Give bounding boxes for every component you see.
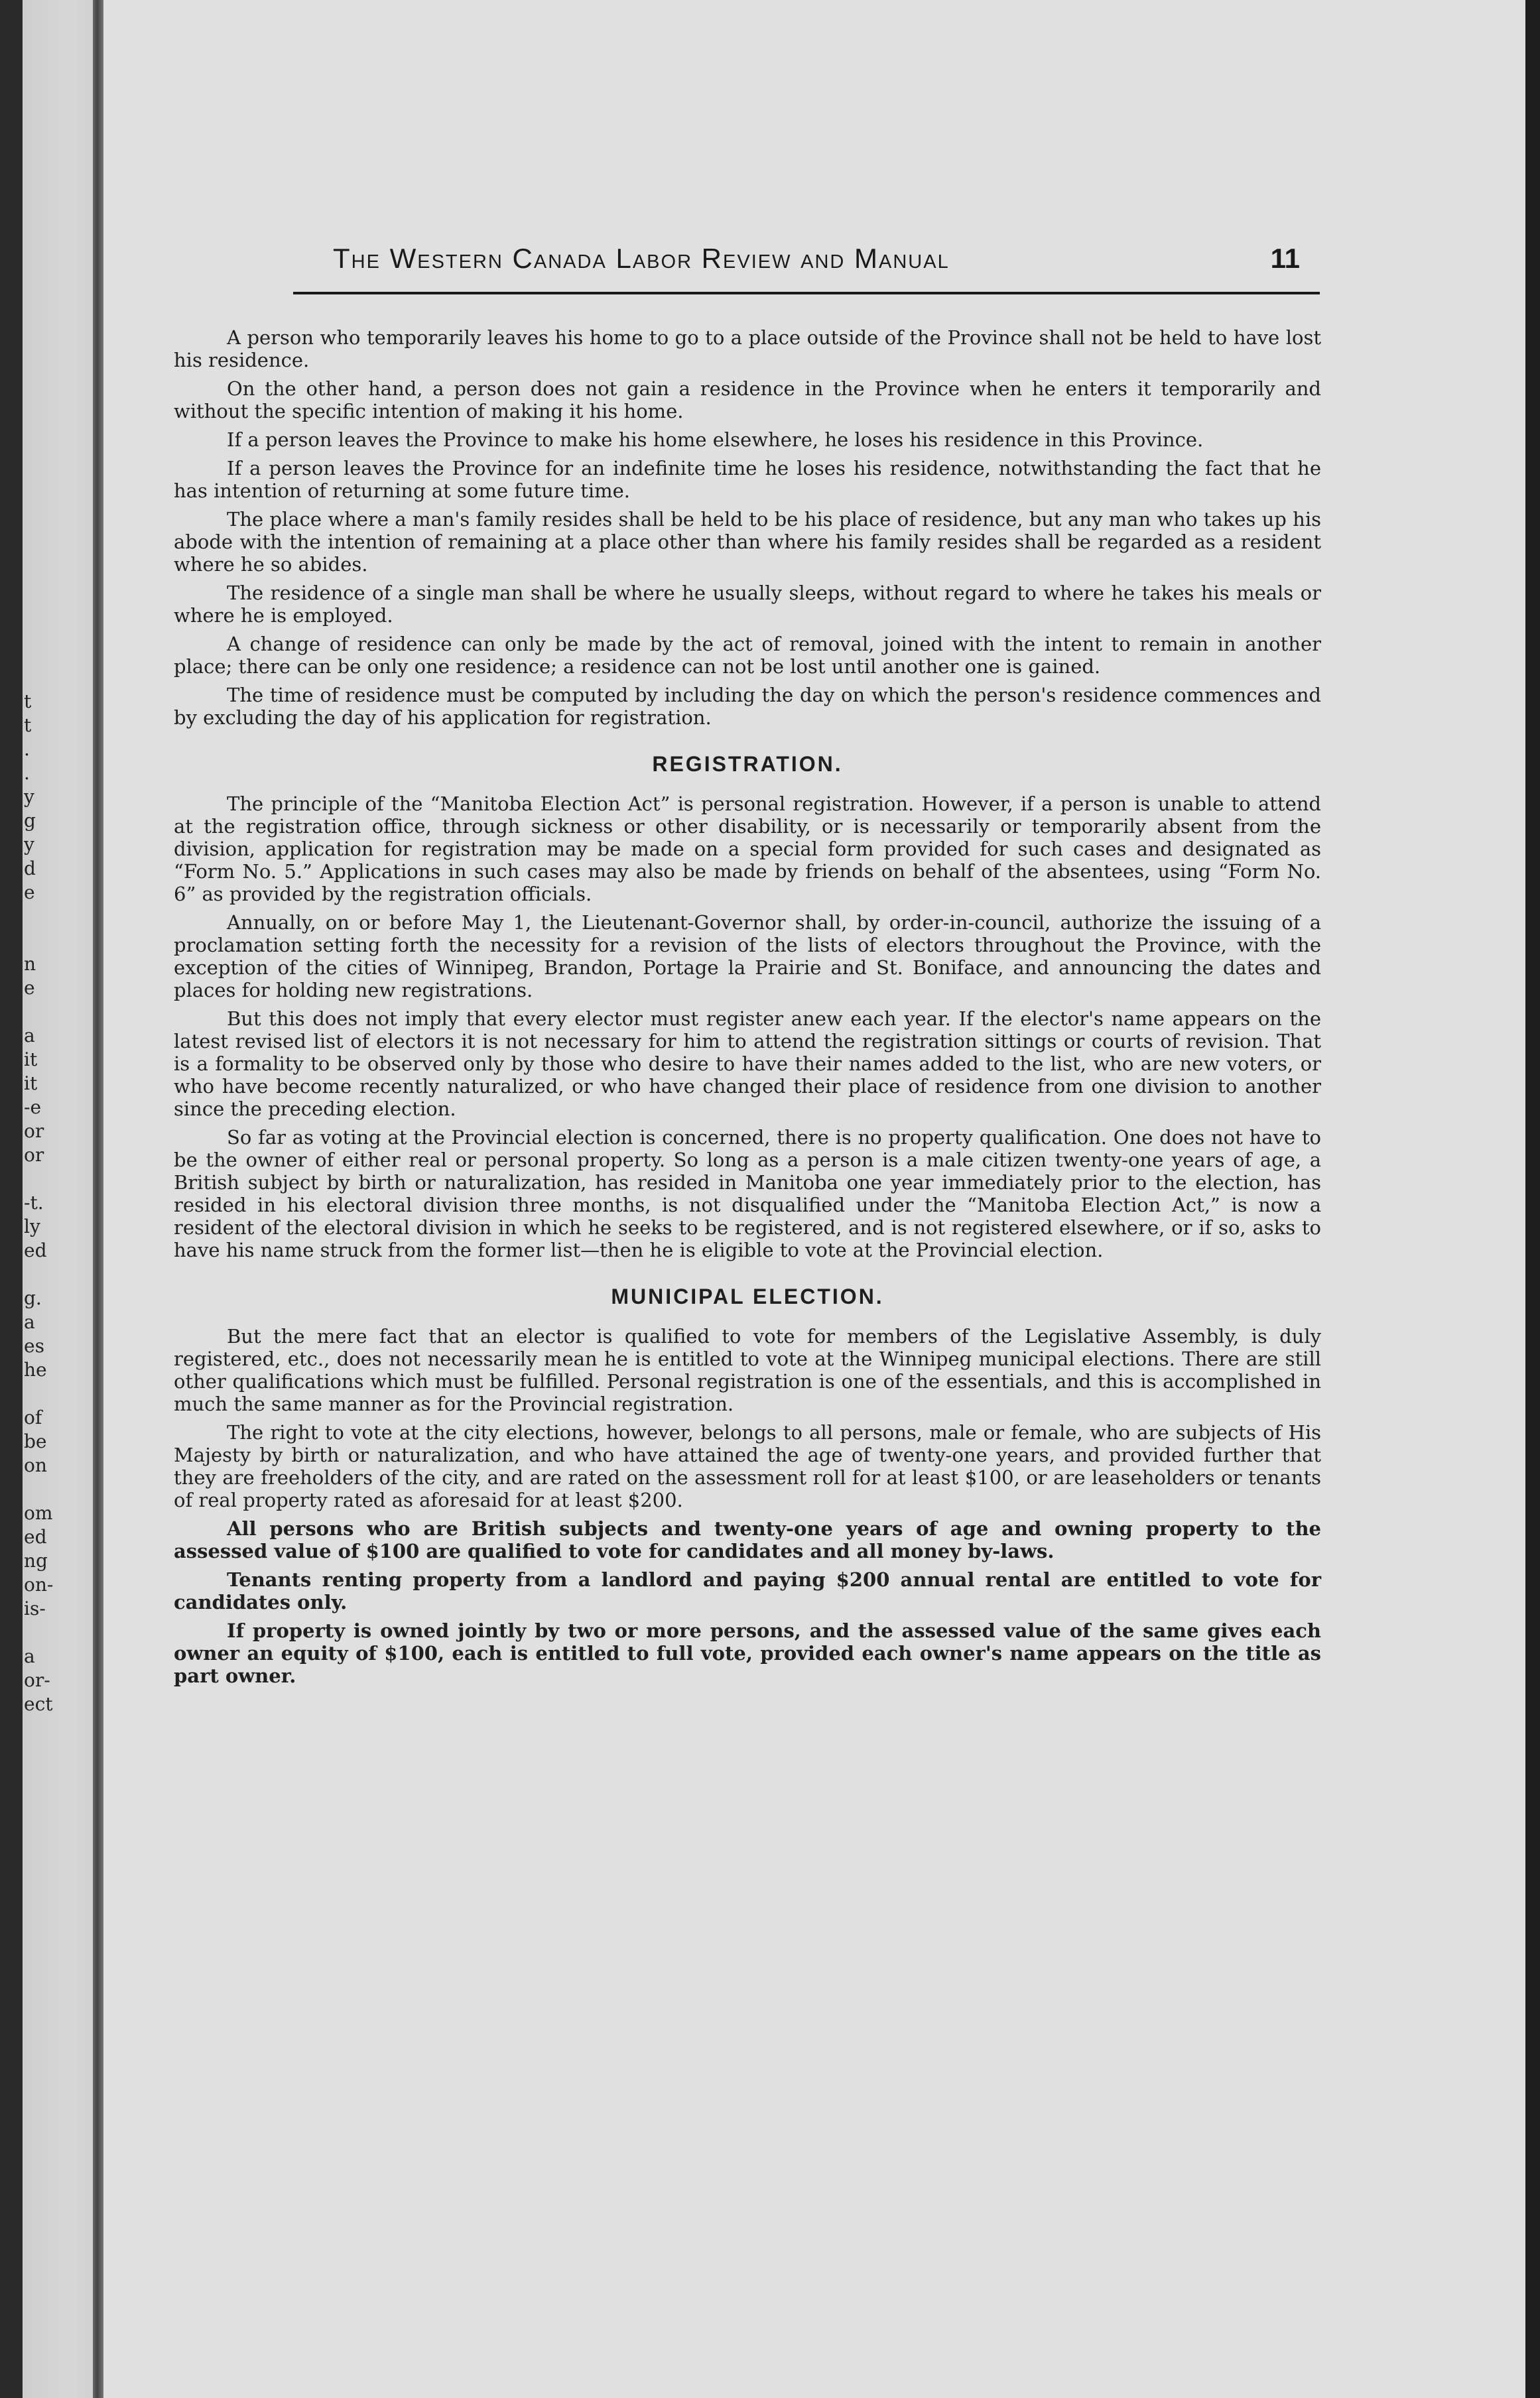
bleed-fragment: ng [24,1550,48,1572]
bleed-fragment: y [24,834,34,855]
bleed-fragment: a [24,1025,35,1046]
paragraph: Tenants renting property from a landlord and paying $200 annual rental are entitled to vote for candidates only. [174,1568,1321,1613]
bleed-fragment: is- [24,1598,46,1619]
bleed-fragment: or [24,1144,44,1166]
paragraph: Annually, on or before May 1, the Lieutenant-Governor shall, by order-in-council, authorize the issuing of a proclamation setting forth the necessity for a revision of the lists of electors throughout the Province, with the exception of the cities of Winnipeg, Brandon, Portage la Prairie and St. Boniface, and announcing the dates and places for holding new registrations. [174,911,1321,1001]
bleed-fragment: or [24,1120,44,1142]
body-text [174,326,1321,1693]
page-header [293,239,1320,294]
bleed-fragment: d [24,857,36,879]
paragraph: A person who temporarily leaves his home to go to a place outside of the Province shall not be held to have lost his residence. [174,326,1321,371]
bleed-fragment: on- [24,1574,54,1596]
bleed-fragment [24,905,90,928]
bleed-fragment [24,1000,90,1024]
bleed-fragment: g. [24,1287,42,1309]
facing-page-text-bleed [24,690,90,1716]
running-title: The Western Canada Labor Review and Manual [333,243,950,274]
bleed-fragment: es [24,1335,44,1357]
bleed-fragment: . [24,738,30,760]
paragraph: The residence of a single man shall be where he usually sleeps, without regard to where he takes his meals or where he is employed. [174,582,1321,627]
paragraph: If a person leaves the Province for an indefinite time he loses his residence, notwithstanding the fact that he has intention of returning at some future time. [174,457,1321,502]
bleed-fragment: of [24,1407,42,1428]
bleed-fragment: n [24,953,36,975]
bleed-fragment [24,1167,90,1191]
bleed-fragment: he [24,1359,47,1381]
paragraph: The principle of the “Manitoba Election Act” is personal registration. However, if a person is unable to attend at the registration office, through sickness or other disability, or is necessarily or temporarily absent from the division, application for registration may be made on a special form provided for such cases and designated as “Form No. 5.” Applications in such cases may also be made by friends on behalf of the absentees, using “Form No. 6” as provided by the registration officials. [174,792,1321,905]
bleed-fragment [24,1478,90,1501]
book-gutter [93,0,103,2398]
bleed-fragment: ly [24,1216,40,1237]
bleed-fragment: ed [24,1239,47,1261]
bleed-fragment: om [24,1502,53,1524]
bleed-fragment: a [24,1645,35,1667]
section-heading-registration: REGISTRATION. [652,752,843,776]
scan-edge-left [0,0,23,2398]
paragraph: So far as voting at the Provincial election is concerned, there is no property qualification. One does not have to be the owner of either real or personal property. So long as a person is a male citizen twenty-one years of age, a British subject by birth or naturalization, has resided in Manitoba one year immediately prior to the election, has resided in his electoral division three months, is not disqualified under the “Manitoba Election Act,” is now a resident of the electoral division in which he seeks to be registered, and is not registered elsewhere, or if so, asks to have his name struck from the former list—then he is eligible to vote at the Provincial election. [174,1126,1321,1261]
bleed-fragment [24,1263,90,1287]
registration-section [174,753,1321,1261]
bleed-fragment: e [24,977,35,999]
paragraph: The right to vote at the city elections, however, belongs to all persons, male or female, who are subjects of His Majesty by birth or naturalization, and who have attained the age of twenty-one years, and provided further that they are freeholders of the city, and are rated on the assessment roll for at least $100, or are leaseholders or tenants of real property rated as aforesaid for at least $200. [174,1421,1321,1511]
bleed-fragment: a [24,1311,35,1333]
scan-edge-right [1525,0,1540,2398]
bleed-fragment: it [24,1072,38,1094]
bleed-fragment [24,1621,90,1645]
bleed-fragment: y [24,786,34,808]
bleed-fragment: or- [24,1669,50,1691]
paragraph: The time of residence must be computed by including the day on which the person's residence commences and by excluding the day of his application for registration. [174,684,1321,729]
bleed-fragment: t [24,714,32,736]
bleed-fragment [24,1382,90,1406]
bleed-fragment: be [24,1430,47,1452]
paragraph: If property is owned jointly by two or more persons, and the assessed value of the same gives each owner an equity of $100, each is entitled to full vote, provided each owner's name appears on the title as part owner. [174,1619,1321,1687]
municipal-election-section [174,1285,1321,1687]
paragraph: But this does not imply that every elector must register anew each year. If the elector's name appears on the latest revised list of electors it is not necessary for him to attend the registration sittings or courts of revision. That is a formality to be observed only by those who desire to have their names added to the list, who are new voters, or who have become recently naturalized, or who have changed their place of residence from one division to another since the preceding election. [174,1007,1321,1120]
bleed-fragment: ect [24,1693,53,1715]
bleed-fragment [24,928,90,952]
paragraph: On the other hand, a person does not gain a residence in the Province when he enters it temporarily and without the specific intention of making it his home. [174,377,1321,422]
bleed-fragment: ed [24,1526,47,1548]
bleed-fragment: -t. [24,1192,44,1214]
bleed-fragment: on [24,1454,47,1476]
bleed-fragment: e [24,881,35,903]
paragraph: But the mere fact that an elector is qualified to vote for members of the Legislative Assembly, is duly registered, etc., does not necessarily mean he is entitled to vote at the Winnipeg municipal elections. There are still other qualifications which must be fulfilled. Personal registration is one of the essentials, and this is accomplished in much the same manner as for the Provincial registration. [174,1325,1321,1415]
paragraph: If a person leaves the Province to make his home elsewhere, he loses his residence in this Province. [227,428,1204,451]
paragraph: All persons who are British subjects and twenty-one years of age and owning property to the assessed value of $100 are qualified to vote for candidates and all money by-laws. [174,1517,1321,1562]
bleed-fragment: -e [24,1096,42,1118]
residence-section [174,326,1321,729]
bleed-fragment: t [24,690,32,712]
page-number: 11 [1270,243,1300,274]
bleed-fragment: g [24,810,36,832]
bleed-fragment: . [24,762,30,784]
paragraph: The place where a man's family resides shall be held to be his place of residence, but any man who takes up his abode with the intention of remaining at a place other than where his family resides shall be regarded as a resident where he so abides. [174,508,1321,576]
bleed-fragment: it [24,1048,38,1070]
section-heading-municipal-election: MUNICIPAL ELECTION. [611,1285,884,1308]
paragraph: A change of residence can only be made by the act of removal, joined with the intent to remain in another place; there can be only one residence; a residence can not be lost until another one is gained. [174,633,1321,678]
